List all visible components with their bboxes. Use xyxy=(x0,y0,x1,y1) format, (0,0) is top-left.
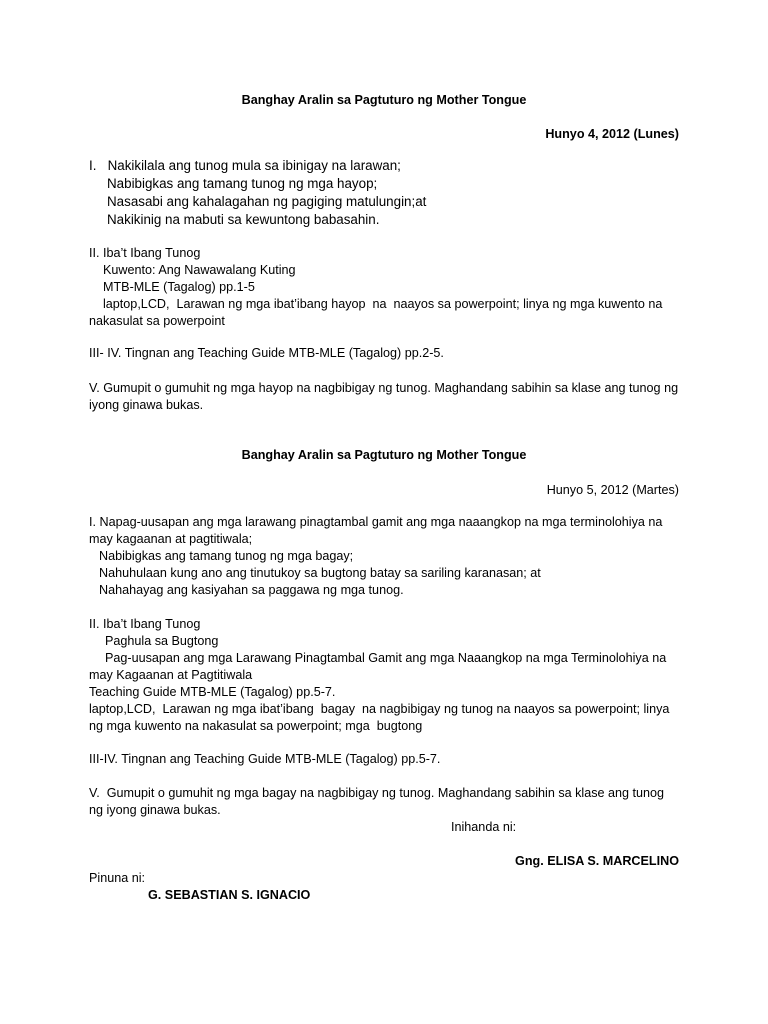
plan1-materials-line-1: laptop,LCD, Larawan ng mga ibat’ibang hayop na naayos sa powerpoint; linya ng mga kuwento na xyxy=(103,297,663,311)
reviewed-by-name: G. SEBASTIAN S. IGNACIO xyxy=(148,888,311,902)
plan2-paghula: Paghula sa Bugtong xyxy=(105,634,219,648)
plan1-reference: MTB-MLE (Tagalog) pp.1-5 xyxy=(103,280,255,294)
plan2-objective-3: Nahuhulaan kung ano ang tinutukoy sa bugtong batay sa sariling karanasan; at xyxy=(99,566,541,580)
plan1-title: Banghay Aralin sa Pagtuturo ng Mother Tongue xyxy=(241,93,527,107)
prepared-by-name: Gng. ELISA S. MARCELINO xyxy=(515,854,679,868)
plan1-date: Hunyo 4, 2012 (Lunes) xyxy=(545,127,679,141)
plan1-objective-4: Nakikinig na mabuti sa kewuntong babasahin. xyxy=(107,212,380,227)
plan1-objective-2: Nabibigkas ang tamang tunog ng mga hayop; xyxy=(107,176,378,191)
plan2-subject-line-2: may Kagaanan at Pagtitiwala xyxy=(89,668,253,682)
plan2-title: Banghay Aralin sa Pagtuturo ng Mother Tongue xyxy=(241,448,527,462)
plan2-reference: Teaching Guide MTB-MLE (Tagalog) pp.5-7. xyxy=(89,685,336,699)
prepared-by-label: Inihanda ni: xyxy=(451,820,517,834)
plan2-objective-4: Nahahayag ang kasiyahan sa paggawa ng mga tunog. xyxy=(99,583,404,597)
plan2-materials-line-2: ng mga kuwento na nakasulat sa powerpoint; mga bugtong xyxy=(89,719,423,733)
plan2-section-3-4: III-IV. Tingnan ang Teaching Guide MTB-MLE (Tagalog) pp.5-7. xyxy=(89,752,441,766)
plan1-section-3-4: III- IV. Tingnan ang Teaching Guide MTB-MLE (Tagalog) pp.2-5. xyxy=(89,346,444,360)
plan1-section-2-heading: II. Iba’t Ibang Tunog xyxy=(89,246,201,260)
plan2-objective-2: Nabibigkas ang tamang tunog ng mga bagay; xyxy=(99,549,354,563)
plan2-section-5-line-1: V. Gumupit o gumuhit ng mga bagay na nagbibigay ng tunog. Maghandang sabihin sa klase ang tunog xyxy=(89,786,665,800)
plan2-objective-1-line-2: may kagaanan at pagtitiwala; xyxy=(89,532,253,546)
plan2-objective-1-line-1: I. Napag-uusapan ang mga larawang pinagtambal gamit ang mga naaangkop na mga terminolohiya na xyxy=(89,515,663,529)
plan1-objective-1: I. Nakikilala ang tunog mula sa ibinigay na larawan; xyxy=(89,158,401,173)
plan2-section-2-heading: II. Iba’t Ibang Tunog xyxy=(89,617,201,631)
reviewed-by-label: Pinuna ni: xyxy=(89,871,146,885)
plan1-section-5-line-2: iyong ginawa bukas. xyxy=(89,398,204,412)
plan2-subject-line-1: Pag-uusapan ang mga Larawang Pinagtambal Gamit ang mga Naaangkop na mga Terminolohiya na xyxy=(105,651,667,665)
plan1-objective-3: Nasasabi ang kahalagahan ng pagiging matulungin;at xyxy=(107,194,427,209)
plan1-materials-line-2: nakasulat sa powerpoint xyxy=(89,314,225,328)
plan2-materials-line-1: laptop,LCD, Larawan ng mga ibat’ibang bagay na nagbibigay ng tunog na naayos sa powerpoint; linya xyxy=(89,702,670,716)
plan2-section-5-line-2: ng iyong ginawa bukas. xyxy=(89,803,221,817)
plan1-kuwento: Kuwento: Ang Nawawalang Kuting xyxy=(103,263,296,277)
plan2-date: Hunyo 5, 2012 (Martes) xyxy=(546,483,679,497)
plan1-section-5-line-1: V. Gumupit o gumuhit ng mga hayop na nagbibigay ng tunog. Maghandang sabihin sa klase ang tunog ng xyxy=(89,381,679,395)
